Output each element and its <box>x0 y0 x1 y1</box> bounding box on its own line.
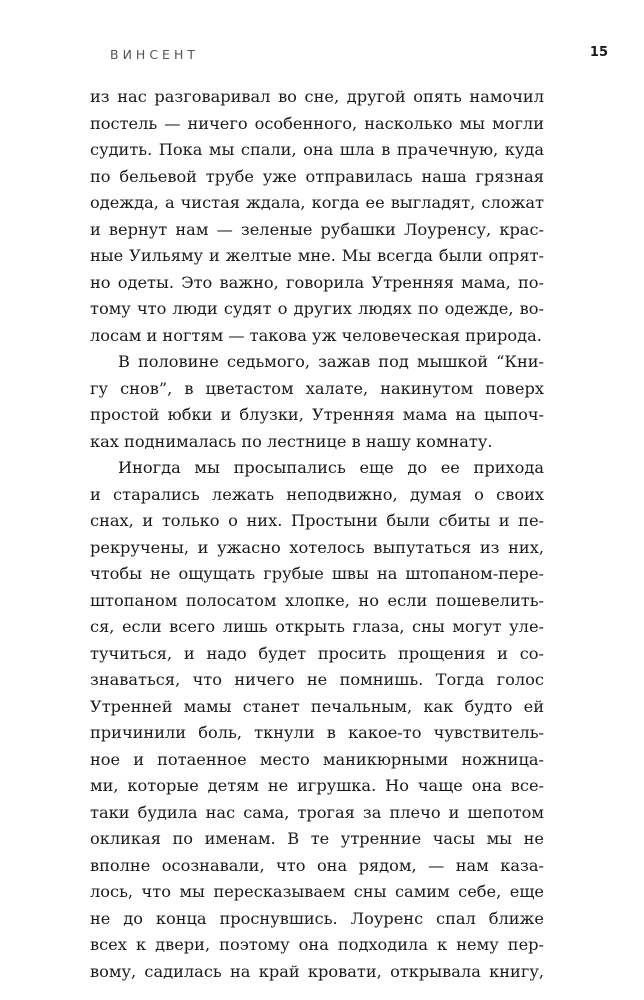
text-line: Утренней мамы станет печальным, как будто ей <box>90 696 544 716</box>
text-line: окликая по именам. В те утренние часы мы не <box>90 829 544 848</box>
paragraph-start-line: В половине седьмого, зажав под мышкой “Кни- <box>118 352 544 371</box>
text-line: чтобы не ощущать грубые швы на штопаном-пере- <box>90 564 544 583</box>
paragraph-end-line: лосам и ногтям — такова уж человеческая природа. <box>90 325 542 345</box>
text-line: всех к двери, поэтому она подходила к нему пер- <box>90 935 544 954</box>
text-line: штопаном полосатом хлопке, но если пошевелить- <box>90 590 544 610</box>
text-line: и вернут нам — зеленые рубашки Лоуренсу, крас- <box>90 219 544 239</box>
text-line: но одеты. Это важно, говорила Утренняя мама, по- <box>90 272 544 292</box>
text-line: рекручены, и ужасно хотелось выпутаться из них, <box>90 537 544 557</box>
text-line: одежда, а чистая ждала, когда ее выгладят, сложат <box>90 193 544 212</box>
text-line: лось, что мы пересказываем сны самим себе, еще <box>90 882 544 901</box>
text-line: снах, и только о них. Простыни были сбиты и пе- <box>90 511 544 530</box>
text-line: ные Уильяму и желтые мне. Мы всегда были опрят- <box>90 246 544 265</box>
text-line: причинили боль, ткнули в какое-то чувствитель- <box>90 723 544 742</box>
text-line: судить. Пока мы спали, она шла в прачечную, куда <box>90 140 544 159</box>
text-line: и старались лежать неподвижно, думая о своих <box>90 484 544 504</box>
paragraph-start-line: Иногда мы просыпались еще до ее прихода <box>118 458 544 477</box>
text-line: ми, которые детям не игрушка. Но чаще она все- <box>90 776 544 795</box>
running-head-title: ВИНСЕНТ <box>110 47 199 62</box>
text-line: вому, садилась на край кровати, открывала книгу, <box>90 961 544 981</box>
text-line: гу снов”, в цветастом халате, накинутом поверх <box>90 378 544 398</box>
text-line: тому что люди судят о других людях по одежде, во- <box>90 299 544 318</box>
body-text <box>90 84 544 985</box>
text-line: из нас разговаривал во сне, другой опять намочил <box>90 87 544 106</box>
page-number: 15 <box>589 45 608 60</box>
text-line: ное и потаенное место маникюрными ножница- <box>90 749 544 769</box>
text-line: простой юбки и блузки, Утренняя мама на цыпоч- <box>90 405 544 424</box>
text-line: знаваться, что ничего не помнишь. Тогда голос <box>90 670 544 689</box>
text-line: вполне осознавали, что она рядом, — нам каза- <box>90 855 544 875</box>
text-line: таки будила нас сама, трогая за плечо и шепотом <box>90 802 544 822</box>
text-line: по бельевой трубе уже отправилась наша грязная <box>90 166 544 186</box>
text-line: постель — ничего особенного, насколько мы могли <box>90 113 544 133</box>
paragraph-end-line: ках поднималась по лестнице в нашу комнату. <box>90 431 493 451</box>
text-line: не до конца проснувшись. Лоуренс спал ближе <box>90 908 544 928</box>
text-line: тучиться, и надо будет просить прощения и со- <box>90 643 544 663</box>
text-line: ся, если всего лишь открыть глаза, сны могут уле- <box>90 617 544 636</box>
